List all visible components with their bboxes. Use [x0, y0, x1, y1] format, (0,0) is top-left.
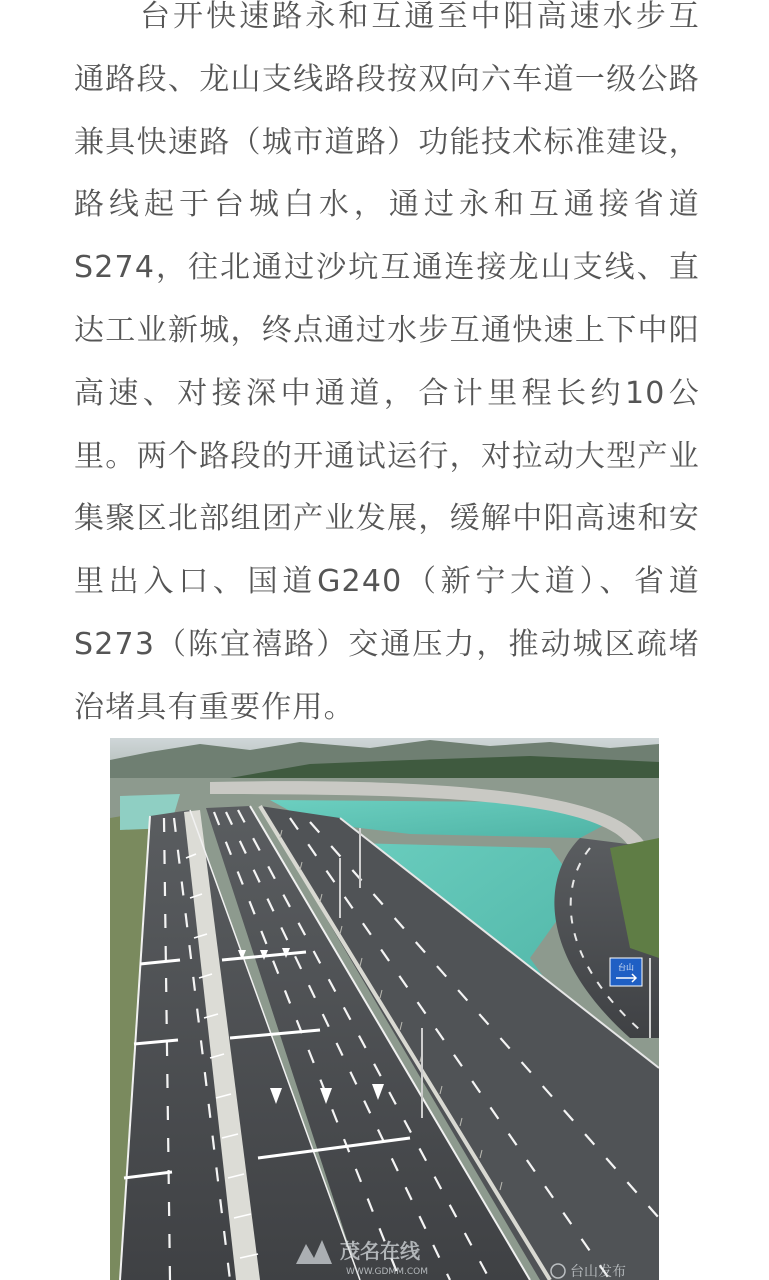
- watermark-brand: 茂名在线: [340, 1239, 420, 1263]
- sign-label: 台山: [618, 963, 634, 972]
- article-body: [74, 0, 700, 740]
- watermark-url: WWW.GDMM.COM: [346, 1267, 428, 1277]
- watermark-source: 台山发布: [570, 1264, 626, 1280]
- article-paragraph: 台开快速路永和互通至中阳高速水步互通路段、龙山支线路段按双向六车道一级公路兼具快速路（城市道路）功能技术标准建设，路线起于台城白水，通过永和互通接省道S274，往北通过沙坑互通连接龙山支线、直达工业新城，终点通过水步互通快速上下中阳高速、对接深中通道，合计里程长约10公里。两个路段的开通试运行，对拉动大型产业集聚区北部组团产业发展，缓解中阳高速和安里出入口、国道G240（新宁大道）、省道S273（陈宜禧路）交通压力，推动城区疏堵治堵具有重要作用。: [74, 0, 700, 725]
- highway-interchange-photo: [110, 738, 659, 1280]
